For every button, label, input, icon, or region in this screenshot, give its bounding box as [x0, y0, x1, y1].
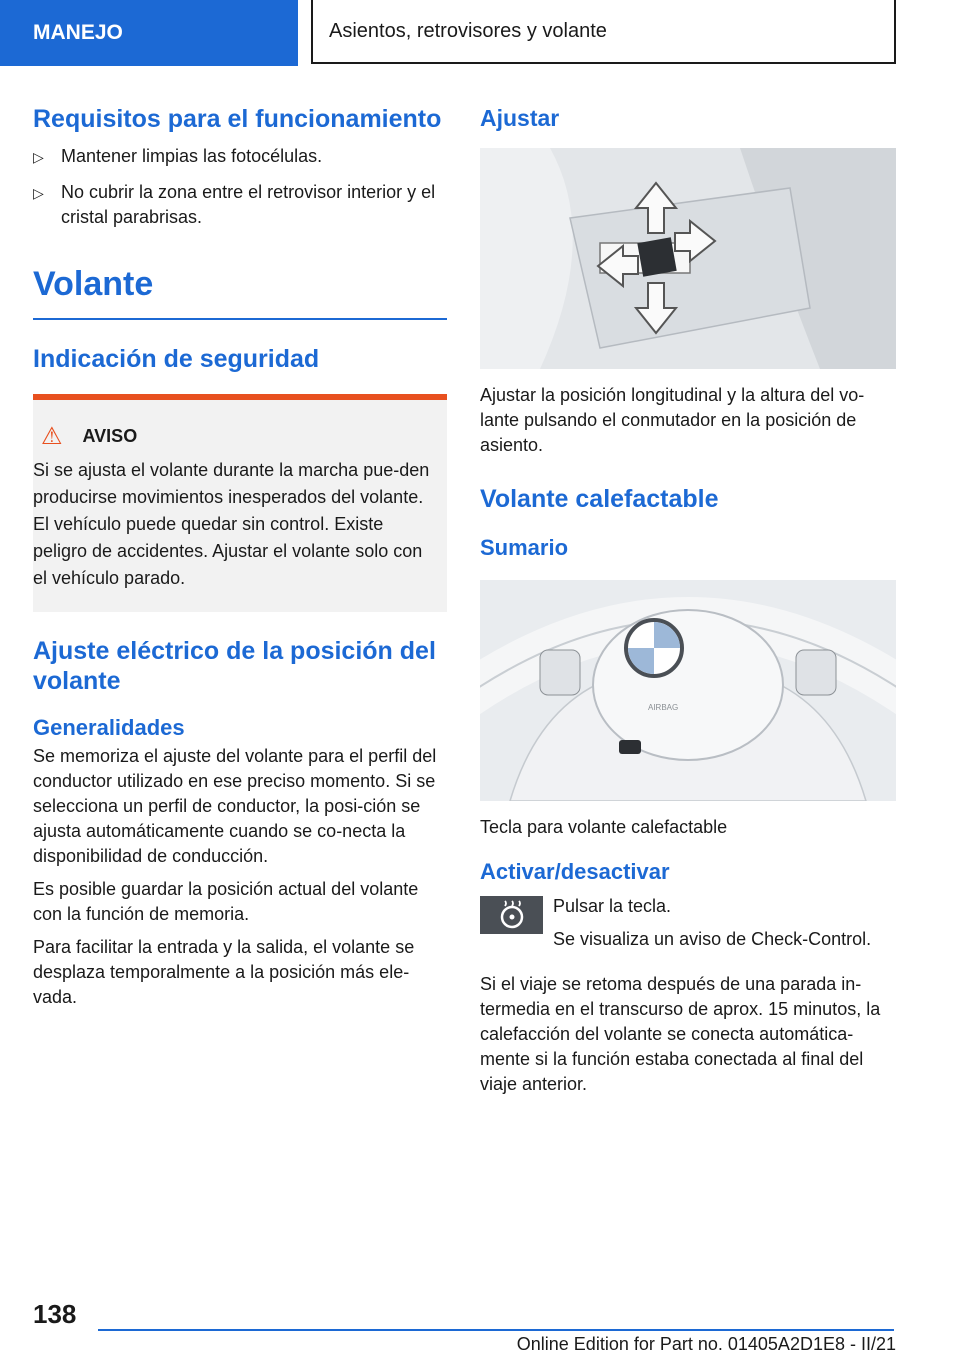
list-item [33, 144, 447, 170]
activar-text [553, 894, 871, 960]
right-column [480, 100, 896, 1105]
warning-label: AVISO [82, 426, 138, 446]
calefactable-heading: Volante calefactable [480, 485, 719, 513]
edition-footer: Online Edition for Part no. 01405A2D1E8 - II/21 [516, 1334, 896, 1354]
steering-wheel-illustration [480, 580, 896, 801]
paragraph: Para facilitar la entrada y la salida, el volante se desplaza temporalmente a la posición más ele-vada. [33, 937, 415, 1007]
seat-switch-illustration [480, 148, 896, 369]
footer-divider [98, 1329, 894, 1331]
image-caption: Ajustar la posición longitudinal y la altura del vo-lante pulsando el conmutador en la posición de asiento. [480, 385, 865, 455]
activar-row [480, 894, 896, 960]
paragraph: Es posible guardar la posición actual del volante con la función de memoria. [33, 879, 419, 924]
section-divider [33, 318, 447, 320]
warning-text: Si se ajusta el volante durante la marcha pue-den producirse movimientos inesperados del volante. El vehículo puede quedar sin control. Existe peligro de accidentes. Ajustar el volante solo con el vehículo parado. [33, 460, 430, 588]
sumario-heading: Sumario [480, 535, 569, 560]
heated-steering-wheel-icon [480, 896, 543, 934]
bullet-text: No cubrir la zona entre el retrovisor interior y el cristal parabrisas. [61, 182, 436, 227]
ajustar-heading: Ajustar [480, 105, 560, 131]
paragraph: Si el viaje se retoma después de una parada in-termedia en el transcurso de aprox. 15 minutos, la calefacción del volante se conecta automática-mente si la función estaba conectada al final del viaje anterior. [480, 974, 881, 1094]
ajuste-heading: Ajuste eléctrico de la posición del volante [33, 637, 436, 695]
activar-line: Pulsar la tecla. [553, 896, 672, 916]
requisitos-heading: Requisitos para el funcionamiento [33, 105, 442, 133]
chapter-label: Asientos, retrovisores y volante [329, 19, 607, 42]
warning-title [33, 422, 433, 451]
section-tab [0, 0, 298, 66]
seat-switch-image [480, 148, 896, 369]
paragraph: Se memoriza el ajuste del volante para el perfil del conductor utilizado en ese preciso momento. Si se selecciona un perfil de conductor, la posi-ción se ajusta automáticamente cuando se co-necta la disponibilidad de conducción. [33, 746, 437, 866]
left-column [33, 100, 447, 1018]
section-label: MANEJO [33, 21, 123, 44]
page-number: 138 [33, 1299, 77, 1329]
bullet-text: Mantener limpias las fotocélulas. [61, 146, 323, 166]
warning-box [33, 394, 447, 612]
steering-wheel-image [480, 580, 896, 801]
activar-heading: Activar/desactivar [480, 859, 670, 884]
generalidades-heading: Generalidades [33, 715, 185, 740]
warning-triangle-icon: ⚠ [41, 423, 63, 450]
chapter-header [311, 0, 896, 64]
triangle-bullet-icon: ▷ [33, 185, 44, 201]
volante-heading: Volante [33, 265, 154, 303]
list-item [33, 180, 447, 230]
seguridad-heading: Indicación de seguridad [33, 345, 320, 373]
image-caption: Tecla para volante calefactable [480, 817, 728, 837]
triangle-bullet-icon: ▷ [33, 149, 44, 165]
airbag-label: AIRBAG [648, 703, 679, 712]
activar-line: Se visualiza un aviso de Check-Control. [553, 929, 872, 949]
